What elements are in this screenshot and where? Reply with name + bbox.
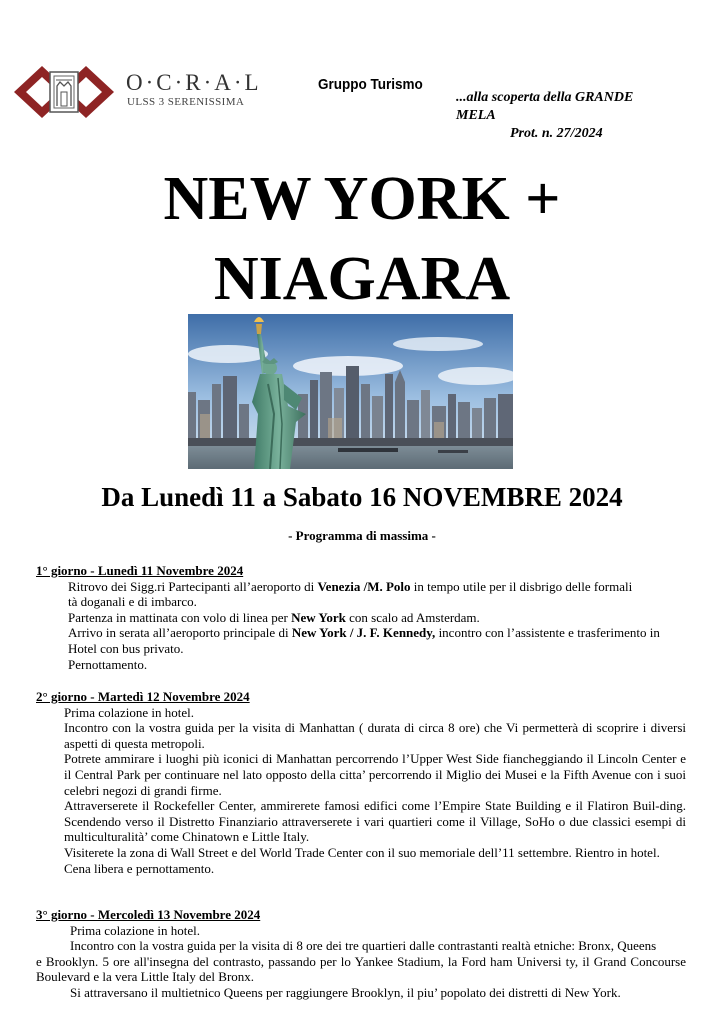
- day-3-section: [36, 907, 686, 1001]
- slogan-line-1: ...alla scoperta della GRANDE: [456, 90, 634, 105]
- day-2-paragraph: Incontro con la vostra guida per la visita di Manhattan ( durata di circa 8 ore) che Vi permetterà di scoprire i diversi aspetti di questa metropoli.: [64, 720, 686, 751]
- day-1-section: [36, 563, 686, 672]
- day-2-heading: 2° giorno - Martedì 12 Novembre 2024: [36, 689, 250, 704]
- ocral-logo-icon: [12, 62, 116, 122]
- day-2-paragraph: Cena libera e pernottamento.: [64, 860, 215, 876]
- day-3-paragraph: Si attraversano il multietnico Queens per raggiungere Brooklyn, il piu’ popolato dei distretti di New York.: [70, 984, 621, 1000]
- day-1-line: tà doganali e di imbarco.: [68, 594, 197, 610]
- slogan-line-2: MELA: [456, 108, 496, 123]
- day-1-line: Pernottamento.: [68, 656, 148, 672]
- day-3-paragraph: Prima colazione in hotel.: [70, 922, 200, 938]
- trip-dates: Da Lunedì 11 a Sabato 16 NOVEMBRE 2024: [101, 482, 623, 512]
- new-york-photo: [188, 314, 513, 469]
- day-1-line: Arrivo in serata all’aeroporto principale di New York / J. F. Kennedy, incontro con l’assistente e trasferimento in: [68, 625, 660, 641]
- day-2-paragraph: Potrete ammirare i luoghi più iconici di Manhattan percorrendo l’Upper West Side fiancheggiando il Lincoln Center e il Central Park per continuare nel lato opposto della citta’ percorrendo il Miglio dei Musei e la Fifth Avenue con i suoi celebri negozi di grandi firme.: [64, 751, 686, 798]
- day-2-paragraph: Attraverserete il Rockefeller Center, ammirerete famosi edifici come l’Empire State Building e il Flatiron Buil-ding. Scendendo verso il Distretto Finanziario attraverserete i vari quartieri come il Village, SoHo o due classici esempi di multiculturalità’ come Chinatown e Little Italy.: [64, 798, 686, 845]
- protocol-number: Prot. n. 27/2024: [510, 126, 603, 141]
- ocral-logo: [12, 62, 116, 122]
- org-subtitle: ULSS 3 SERENISSIMA: [127, 96, 245, 108]
- day-1-heading: 1° giorno - Lunedì 11 Novembre 2024: [36, 563, 244, 578]
- day-2-paragraph: Visiterete la zona di Wall Street e del World Trade Center con il suo memoriale dell’11 settembre. Rientro in hotel.: [64, 844, 660, 860]
- day-3-heading: 3° giorno - Mercoledì 13 Novembre 2024: [36, 907, 261, 922]
- day-2-section: [36, 689, 686, 876]
- day-3-paragraph: e Brooklyn. 5 ore all'insegna del contrasto, passando per lo Yankee Stadium, la Ford ham Universi ty, il Grand Concourse Boulevard e la vera Little Italy del Bronx.: [36, 953, 686, 985]
- day-2-paragraph: Prima colazione in hotel.: [64, 704, 194, 720]
- title-line-1: NEW YORK +: [163, 165, 561, 233]
- title-line-2: NIAGARA: [213, 245, 511, 313]
- day-1-line: Ritrovo dei Sigg.ri Partecipanti all’aeroporto di Venezia /M. Polo in tempo utile per il disbrigo delle formali: [68, 578, 633, 594]
- program-subtitle: - Programma di massima -: [288, 528, 436, 543]
- day-3-paragraph: Incontro con la vostra guida per la visita di 8 ore dei tre quartieri dalle contrastanti realtà etniche: Bronx, Queens: [70, 938, 657, 954]
- day-1-line: Partenza in mattinata con volo di linea per New York con scalo ad Amsterdam.: [68, 609, 480, 625]
- day-1-line: Hotel con bus privato.: [68, 640, 184, 656]
- group-name: Gruppo Turismo: [318, 76, 423, 93]
- org-name: O·C·R·A·L: [126, 70, 262, 95]
